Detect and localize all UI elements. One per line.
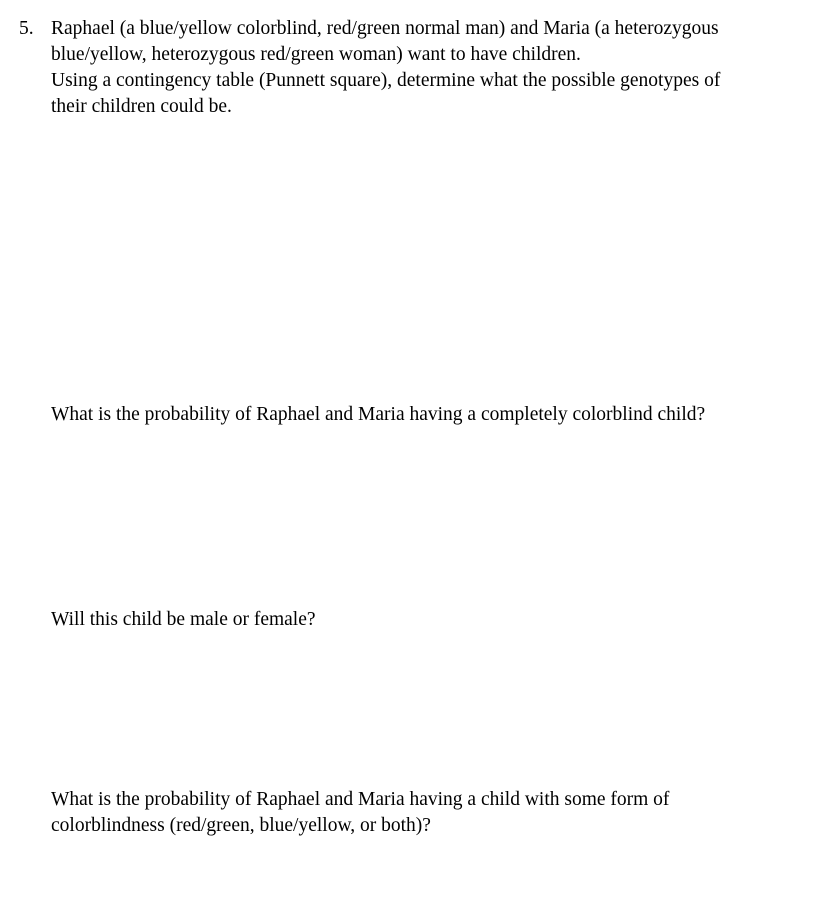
intro-line: Raphael (a blue/yellow colorblind, red/green normal man) and Maria (a heterozygous xyxy=(51,18,719,39)
sub-question-line: What is the probability of Raphael and Maria having a child with some form of xyxy=(51,789,670,810)
sub-question-child-sex xyxy=(51,607,803,633)
intro-line: blue/yellow, heterozygous red/green woman) want to have children. xyxy=(51,44,581,65)
sub-question-completely-colorblind xyxy=(51,402,803,428)
intro-line: their children could be. xyxy=(51,96,232,117)
intro-line: Using a contingency table (Punnett square), determine what the possible genotypes of xyxy=(51,70,721,91)
sub-question-line: Will this child be male or female? xyxy=(51,609,316,630)
question-number: 5. xyxy=(19,18,34,39)
sub-question-any-colorblindness xyxy=(51,787,803,839)
sub-question-line: What is the probability of Raphael and Maria having a completely colorblind child? xyxy=(51,404,706,425)
question-intro xyxy=(51,16,803,120)
sub-question-line: colorblindness (red/green, blue/yellow, or both)? xyxy=(51,815,431,836)
